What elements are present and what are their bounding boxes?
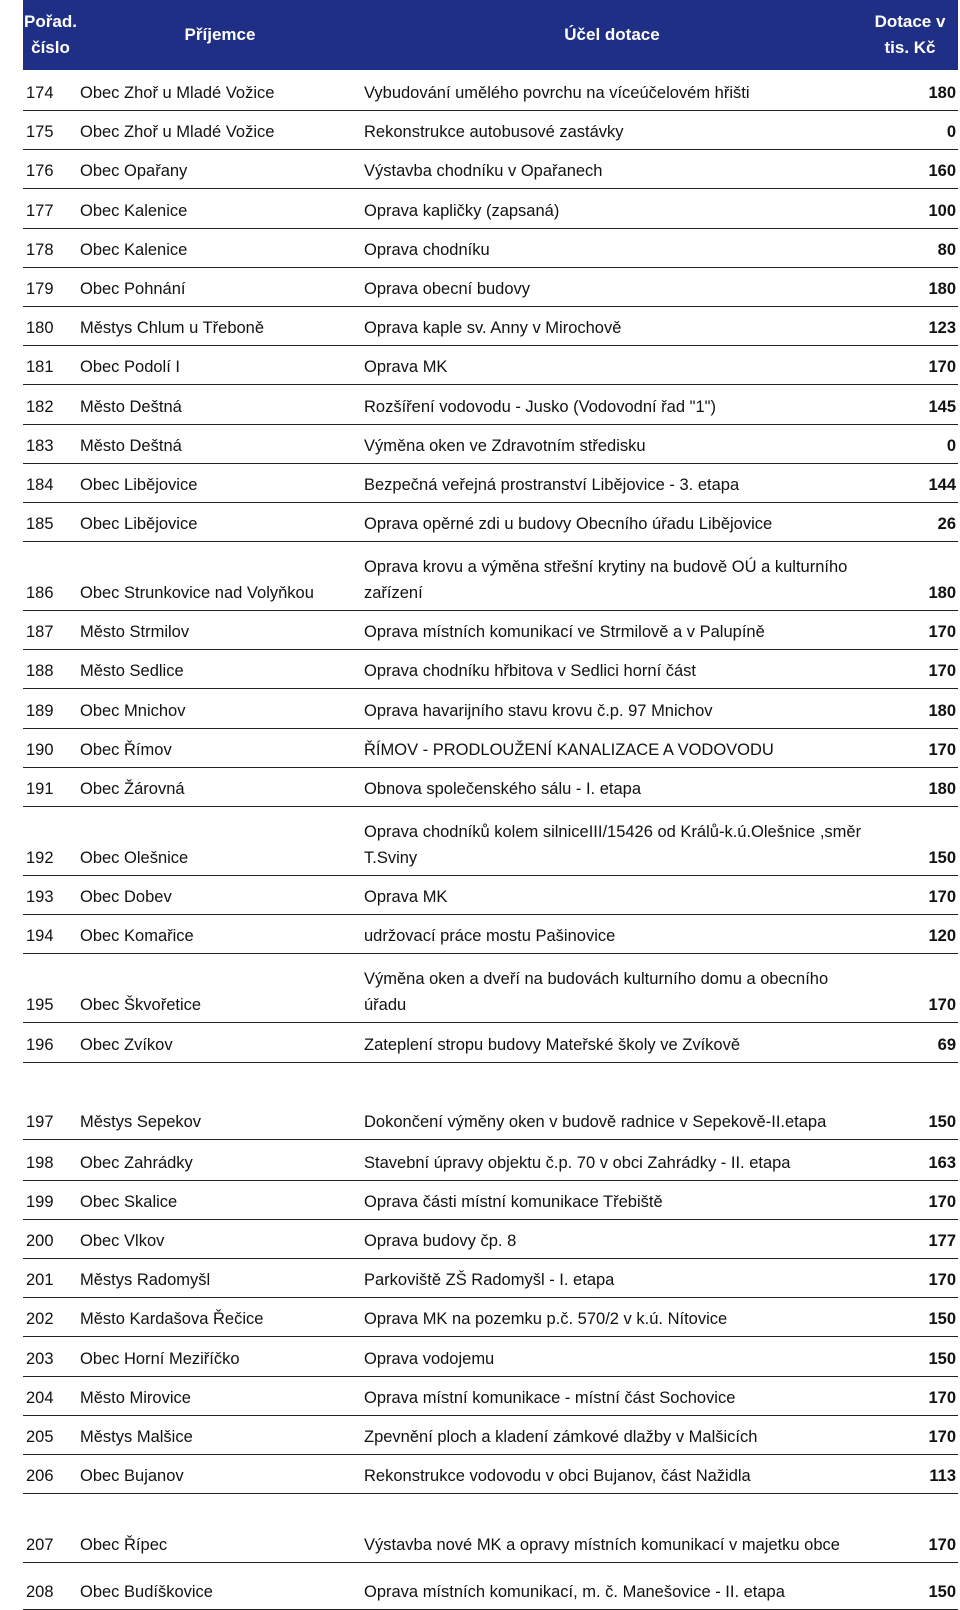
row-number: 199 [23,1180,78,1219]
row-purpose: Výměna oken a dveří na budovách kulturního domu a obecního úřadu [362,954,862,1023]
row-number: 200 [23,1219,78,1258]
row-purpose: Oprava kapličky (zapsaná) [362,189,862,228]
row-recipient: Obec Skalice [78,1180,362,1219]
row-number: 203 [23,1337,78,1376]
row-number: 192 [23,807,78,876]
row-number: 187 [23,611,78,650]
row-recipient: Obec Libějovice [78,502,362,541]
row-purpose: Oprava havarijního stavu krovu č.p. 97 Mnichov [362,689,862,728]
row-amount: 180 [862,70,958,111]
row-recipient: Městys Chlum u Třeboně [78,306,362,345]
row-number: 174 [23,70,78,111]
row-amount: 150 [862,807,958,876]
row-purpose: Oprava MK na pozemku p.č. 570/2 v k.ú. Nítovice [362,1298,862,1337]
table-row [23,267,958,306]
row-recipient: Město Deštná [78,385,362,424]
row-amount: 145 [862,385,958,424]
row-recipient: Obec Kalenice [78,189,362,228]
row-purpose: Oprava místních komunikací ve Strmilově a v Palupíně [362,611,862,650]
row-amount: 160 [862,150,958,189]
table-row [23,1563,958,1610]
row-purpose: Oprava místních komunikací, m. č. Manešovice - II. etapa [362,1563,862,1610]
header-recipient: Příjemce [184,25,256,44]
row-purpose: Rekonstrukce autobusové zastávky [362,111,862,150]
row-number: 195 [23,954,78,1023]
table-row [23,1258,958,1297]
row-recipient: Obec Zhoř u Mladé Vožice [78,111,362,150]
row-number: 183 [23,424,78,463]
row-recipient: Obec Škvořetice [78,954,362,1023]
row-purpose: Oprava MK [362,876,862,915]
row-purpose: Obnova společenského sálu - I. etapa [362,767,862,806]
row-recipient: Obec Pohnání [78,267,362,306]
row-number: 189 [23,689,78,728]
table-row [23,70,958,111]
table-row [23,189,958,228]
row-amount: 170 [862,1258,958,1297]
table-row [23,306,958,345]
row-purpose: Rekonstrukce vodovodu v obci Bujanov, část Nažidla [362,1454,862,1493]
row-number: 182 [23,385,78,424]
row-amount: 150 [862,1062,958,1139]
row-recipient: Obec Bujanov [78,1454,362,1493]
table-row [23,1494,958,1563]
row-purpose: Vybudování umělého povrchu na víceúčelovém hřišti [362,70,862,111]
row-recipient: Obec Dobev [78,876,362,915]
row-number: 188 [23,650,78,689]
row-purpose: Oprava MK [362,346,862,385]
row-amount: 123 [862,306,958,345]
table-row [23,463,958,502]
table-row [23,1454,958,1493]
table-row [23,1219,958,1258]
table-row [23,689,958,728]
table-row [23,1337,958,1376]
row-amount: 120 [862,915,958,954]
table-row [23,954,958,1023]
row-recipient: Městys Malšice [78,1415,362,1454]
row-recipient: Obec Komařice [78,915,362,954]
table-row [23,876,958,915]
row-amount: 170 [862,1376,958,1415]
row-recipient: Obec Podolí I [78,346,362,385]
row-number: 206 [23,1454,78,1493]
row-amount: 0 [862,111,958,150]
row-number: 196 [23,1023,78,1062]
row-amount: 150 [862,1298,958,1337]
grant-table-body [23,70,958,1610]
table-row [23,611,958,650]
row-recipient: Město Deštná [78,424,362,463]
grant-table [23,70,958,1610]
table-row [23,1376,958,1415]
row-purpose: Bezpečná veřejná prostranství Libějovice - 3. etapa [362,463,862,502]
row-purpose: Oprava budovy čp. 8 [362,1219,862,1258]
row-amount: 170 [862,1494,958,1563]
row-recipient: Obec Olešnice [78,807,362,876]
row-number: 176 [23,150,78,189]
row-purpose: Oprava obecní budovy [362,267,862,306]
row-amount: 170 [862,876,958,915]
row-recipient: Obec Římov [78,728,362,767]
table-row [23,385,958,424]
table-row [23,1298,958,1337]
row-recipient: Obec Mnichov [78,689,362,728]
row-purpose: Oprava opěrné zdi u budovy Obecního úřadu Libějovice [362,502,862,541]
row-amount: 170 [862,954,958,1023]
row-amount: 180 [862,767,958,806]
table-row [23,1023,958,1062]
row-amount: 26 [862,502,958,541]
row-amount: 150 [862,1563,958,1610]
table-row [23,915,958,954]
row-number: 177 [23,189,78,228]
header-order-number: Pořad. číslo [24,12,77,57]
row-recipient: Město Kardašova Řečice [78,1298,362,1337]
row-purpose: Oprava kaple sv. Anny v Mirochově [362,306,862,345]
row-amount: 100 [862,189,958,228]
row-number: 191 [23,767,78,806]
row-recipient: Obec Horní Meziříčko [78,1337,362,1376]
row-amount: 0 [862,424,958,463]
row-amount: 170 [862,728,958,767]
row-recipient: Obec Zvíkov [78,1023,362,1062]
table-row [23,807,958,876]
row-amount: 113 [862,1454,958,1493]
row-purpose: Oprava krovu a výměna střešní krytiny na budově OÚ a kulturního zařízení [362,542,862,611]
grant-table-sheet [23,0,958,1610]
row-number: 186 [23,542,78,611]
row-amount: 170 [862,650,958,689]
row-purpose: Výměna oken ve Zdravotním středisku [362,424,862,463]
row-purpose: Oprava místní komunikace - místní část Sochovice [362,1376,862,1415]
row-number: 201 [23,1258,78,1297]
table-row [23,346,958,385]
row-number: 175 [23,111,78,150]
row-amount: 180 [862,267,958,306]
row-recipient: Obec Libějovice [78,463,362,502]
row-purpose: Oprava chodníku hřbitova v Sedlici horní část [362,650,862,689]
row-recipient: Obec Žárovná [78,767,362,806]
row-recipient: Obec Řípec [78,1494,362,1563]
row-recipient: Obec Vlkov [78,1219,362,1258]
table-row [23,228,958,267]
row-purpose: Dokončení výměny oken v budově radnice v Sepekově-II.etapa [362,1062,862,1139]
table-row [23,111,958,150]
row-number: 205 [23,1415,78,1454]
row-recipient: Obec Opařany [78,150,362,189]
table-header [23,0,958,70]
header-purpose: Účel dotace [564,25,660,44]
row-amount: 170 [862,1180,958,1219]
row-number: 184 [23,463,78,502]
row-purpose: Oprava části místní komunikace Třebiště [362,1180,862,1219]
row-number: 181 [23,346,78,385]
row-amount: 144 [862,463,958,502]
table-row [23,767,958,806]
row-number: 180 [23,306,78,345]
row-purpose: udržovací práce mostu Pašinovice [362,915,862,954]
row-recipient: Obec Budíškovice [78,1563,362,1610]
row-purpose: Výstavba nové MK a opravy místních komunikací v majetku obce [362,1494,862,1563]
row-number: 198 [23,1139,78,1180]
row-purpose: Oprava chodníku [362,228,862,267]
table-row [23,728,958,767]
row-number: 185 [23,502,78,541]
table-row [23,1139,958,1180]
row-amount: 177 [862,1219,958,1258]
row-recipient: Obec Zahrádky [78,1139,362,1180]
row-recipient: Městys Sepekov [78,1062,362,1139]
table-row [23,1062,958,1139]
row-purpose: ŘÍMOV - PRODLOUŽENÍ KANALIZACE A VODOVODU [362,728,862,767]
row-amount: 180 [862,542,958,611]
row-number: 190 [23,728,78,767]
row-recipient: Obec Strunkovice nad Volyňkou [78,542,362,611]
row-number: 179 [23,267,78,306]
row-purpose: Parkoviště ZŠ Radomyšl - I. etapa [362,1258,862,1297]
row-purpose: Oprava chodníků kolem silniceIII/15426 od Králů-k.ú.Olešnice ,směr T.Sviny [362,807,862,876]
row-amount: 180 [862,689,958,728]
table-row [23,542,958,611]
row-recipient: Město Sedlice [78,650,362,689]
row-amount: 170 [862,1415,958,1454]
row-number: 204 [23,1376,78,1415]
row-recipient: Obec Kalenice [78,228,362,267]
table-row [23,1415,958,1454]
row-purpose: Stavební úpravy objektu č.p. 70 v obci Zahrádky - II. etapa [362,1139,862,1180]
row-amount: 163 [862,1139,958,1180]
table-row [23,502,958,541]
row-number: 178 [23,228,78,267]
row-amount: 170 [862,611,958,650]
row-amount: 80 [862,228,958,267]
row-number: 193 [23,876,78,915]
row-amount: 150 [862,1337,958,1376]
row-recipient: Město Mirovice [78,1376,362,1415]
row-recipient: Městys Radomyšl [78,1258,362,1297]
table-row [23,650,958,689]
row-number: 202 [23,1298,78,1337]
table-row [23,150,958,189]
row-number: 197 [23,1062,78,1139]
row-amount: 69 [862,1023,958,1062]
row-purpose: Rozšíření vodovodu - Jusko (Vodovodní řad "1") [362,385,862,424]
row-purpose: Zpevnění ploch a kladení zámkové dlažby v Malšicích [362,1415,862,1454]
header-amount: Dotace v tis. Kč [874,12,946,57]
row-recipient: Obec Zhoř u Mladé Vožice [78,70,362,111]
table-row [23,424,958,463]
row-number: 208 [23,1563,78,1610]
row-number: 194 [23,915,78,954]
row-purpose: Výstavba chodníku v Opařanech [362,150,862,189]
row-number: 207 [23,1494,78,1563]
row-purpose: Zateplení stropu budovy Mateřské školy ve Zvíkově [362,1023,862,1062]
table-row [23,1180,958,1219]
row-recipient: Město Strmilov [78,611,362,650]
row-amount: 170 [862,346,958,385]
row-purpose: Oprava vodojemu [362,1337,862,1376]
